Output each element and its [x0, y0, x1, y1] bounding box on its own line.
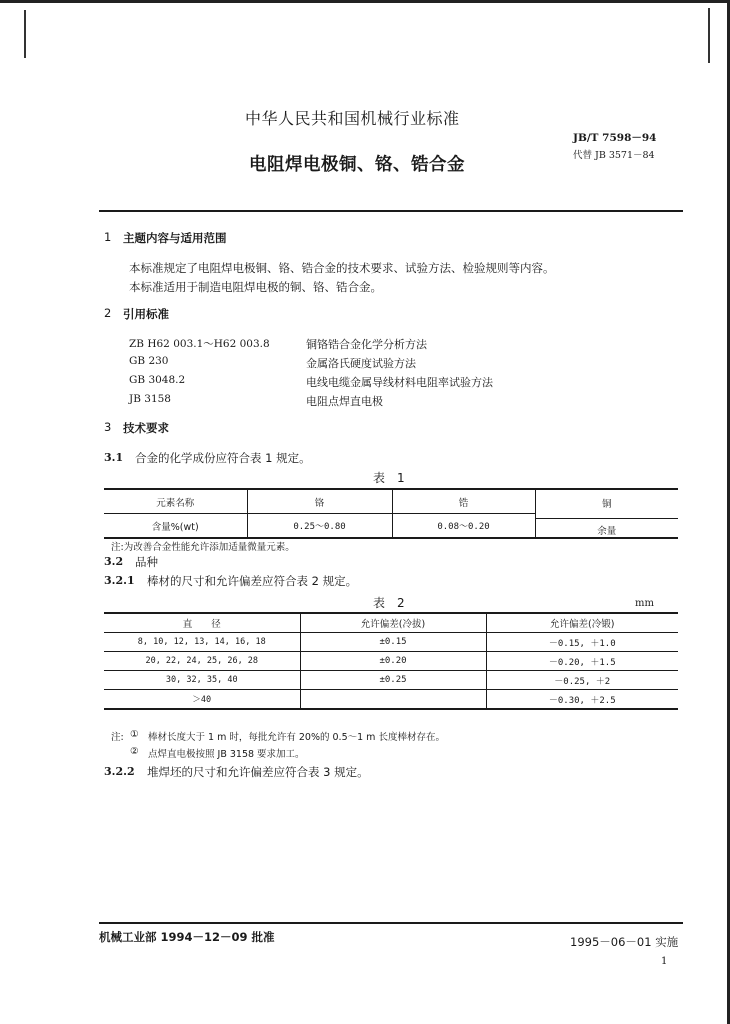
section-number: 1: [104, 230, 112, 244]
clause-number: 3.1: [104, 451, 124, 464]
paragraph: 本标准规定了电阻焊电极铜、铬、锆合金的技术要求、试验方法、检验规则等内容。: [129, 261, 555, 275]
ref-name: 电阻点焊直电极: [306, 395, 383, 408]
approval-date: 机械工业部 1994－12－09 批准: [99, 930, 275, 944]
clause-number: 3.2.1: [104, 574, 135, 587]
table-header-label: 铜: [601, 499, 612, 510]
table-cell: 20, 22, 24, 25, 26, 28: [104, 652, 300, 671]
clause-text: 品种: [135, 555, 158, 569]
clause-text: 棒材的尺寸和允许偏差应符合表 2 规定。: [147, 574, 358, 588]
table-cell: －0.25, ＋2: [486, 671, 678, 690]
clause-number: 3.2: [104, 555, 124, 568]
table-cell: 0.08～0.20: [392, 514, 535, 539]
table-note-mark: ②: [130, 746, 139, 757]
table-2: [104, 612, 678, 710]
standard-org: 中华人民共和国机械行业标准: [245, 109, 460, 128]
footer-rule: [99, 922, 683, 924]
ref-code: JB 3158: [129, 393, 171, 405]
table-cell: －0.30, ＋2.5: [486, 690, 678, 710]
table-note-label: 注:: [111, 732, 124, 743]
table-caption: 表 2: [373, 596, 405, 610]
table-header-cell: 允许偏差(冷拔): [300, 613, 486, 633]
table-note: 点焊直电极按照 JB 3158 要求加工。: [148, 749, 305, 760]
scan-border-top: [0, 0, 730, 3]
table-cell: [300, 690, 486, 710]
effective-date: 1995－06－01 实施: [570, 935, 679, 949]
table-1: [104, 488, 678, 539]
table-header-cell: 允许偏差(冷锻): [486, 613, 678, 633]
section-heading: 技术要求: [123, 421, 169, 435]
table-cell: ±0.15: [300, 633, 486, 652]
table-unit: mm: [635, 598, 654, 609]
table-header-cell: 元素名称: [104, 489, 247, 514]
ref-code: GB 230: [129, 355, 169, 367]
table-cell: ±0.20: [300, 652, 486, 671]
section-heading: 引用标准: [123, 307, 169, 321]
scan-mark: [24, 10, 26, 58]
table-cell: ±0.25: [300, 671, 486, 690]
table-note: 棒材长度大于 1 m 时，每批允许有 20%的 0.5～1 m 长度棒材存在。: [148, 732, 445, 743]
table-cell: 含量%(wt): [104, 514, 247, 539]
clause-number: 3.2.2: [104, 765, 135, 778]
paragraph: 本标准适用于制造电阻焊电极的铜、铬、锆合金。: [129, 280, 382, 294]
table-cell: 0.25～0.80: [247, 514, 392, 539]
clause-text: 堆焊坯的尺寸和允许偏差应符合表 3 规定。: [147, 765, 369, 779]
table-cell: －0.20, ＋1.5: [486, 652, 678, 671]
ref-name: 铜铬锆合金化学分析方法: [306, 338, 427, 351]
table-cell: －0.15, ＋1.0: [486, 633, 678, 652]
replaces-code: 代替 JB 3571－84: [573, 150, 655, 161]
ref-name: 金属洛氏硬度试验方法: [306, 357, 416, 370]
table-note: 注:为改善合金性能允许添加适量微量元素。: [111, 542, 295, 553]
table-note-mark: ①: [130, 729, 139, 740]
standard-code: JB/T 7598－94: [573, 132, 657, 144]
table-cell: 8, 10, 12, 13, 14, 16, 18: [104, 633, 300, 652]
table-header-cell: 铬: [247, 489, 392, 514]
table-cell: ＞40: [104, 690, 300, 710]
table-cell: 余量: [536, 518, 679, 537]
section-number: 2: [104, 306, 112, 320]
table-header-cell: [535, 489, 678, 538]
table-header-cell: 锆: [392, 489, 535, 514]
scan-mark: [708, 8, 710, 63]
section-number: 3: [104, 420, 112, 434]
ref-name: 电线电缆金属导线材料电阻率试验方法: [306, 376, 493, 389]
clause-text: 合金的化学成份应符合表 1 规定。: [135, 451, 311, 465]
section-heading: 主题内容与适用范围: [123, 231, 227, 245]
ref-code: GB 3048.2: [129, 374, 186, 386]
table-caption: 表 1: [373, 471, 405, 485]
header-rule: [99, 210, 683, 212]
document-title: 电阻焊电极铜、铬、锆合金: [249, 155, 465, 175]
page-number: 1: [661, 956, 668, 967]
table-cell: 30, 32, 35, 40: [104, 671, 300, 690]
table-header-cell: 直 径: [104, 613, 300, 633]
ref-code: ZB H62 003.1～H62 003.8: [129, 338, 270, 350]
